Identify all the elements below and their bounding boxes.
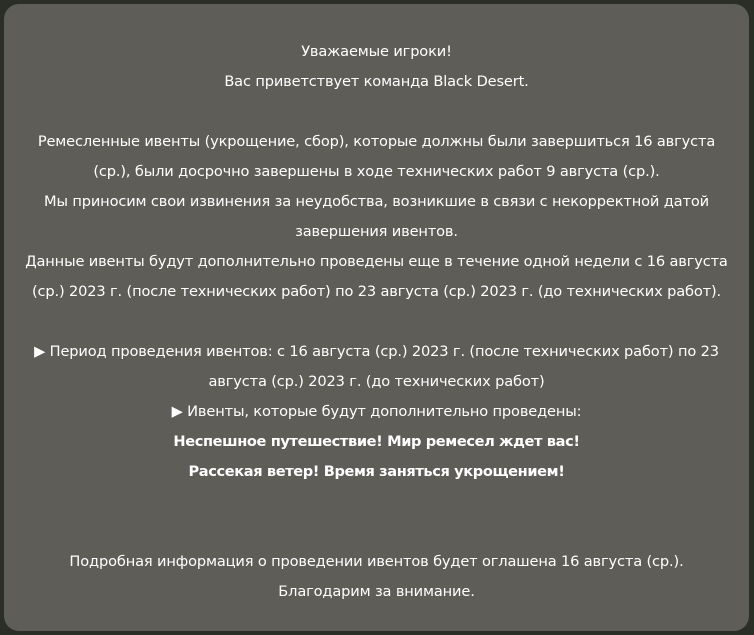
notice-panel: [4, 4, 749, 631]
spacer: [4, 487, 749, 547]
welcome-text: Вас приветствует команда Black Desert.: [224, 73, 529, 90]
thanks-text: Благодарим за внимание.: [278, 583, 475, 600]
event-name: Неспешное путешествие! Мир ремесел ждет вас!: [173, 433, 580, 450]
paragraph-line: Мы приносим свои извинения за неудобства, возникшие в связи с некорректной датой: [44, 193, 709, 210]
closing-info-text: Подробная информация о проведении ивентов будет оглашена 16 августа (ср.).: [69, 553, 684, 570]
event-period-line: ▶ Период проведения ивентов: с 16 августа (ср.) 2023 г. (после технических работ) по 23: [34, 343, 719, 360]
paragraph-line: Ремесленные ивенты (укрощение, сбор), которые должны были завершиться 16 августа: [37, 133, 716, 150]
event-name: Рассекая ветер! Время заняться укрощением!: [188, 463, 565, 480]
paragraph-line: (ср.) 2023 г. (после технических работ) по 23 августа (ср.) 2023 г. (до технических работ).: [31, 283, 722, 300]
paragraph-line: Данные ивенты будут дополнительно проведены еще в течение одной недели с 16 августа: [25, 253, 728, 270]
spacer: [4, 307, 749, 337]
spacer: [4, 97, 749, 127]
paragraph-line: (ср.), были досрочно завершены в ходе технических работ 9 августа (ср.).: [93, 163, 660, 180]
greeting-text: Уважаемые игроки!: [301, 43, 452, 60]
events-heading: ▶ Ивенты, которые будут дополнительно проведены:: [171, 403, 582, 420]
paragraph-line: завершения ивентов.: [295, 223, 458, 240]
event-period-line: августа (ср.) 2023 г. (до технических работ): [208, 373, 545, 390]
